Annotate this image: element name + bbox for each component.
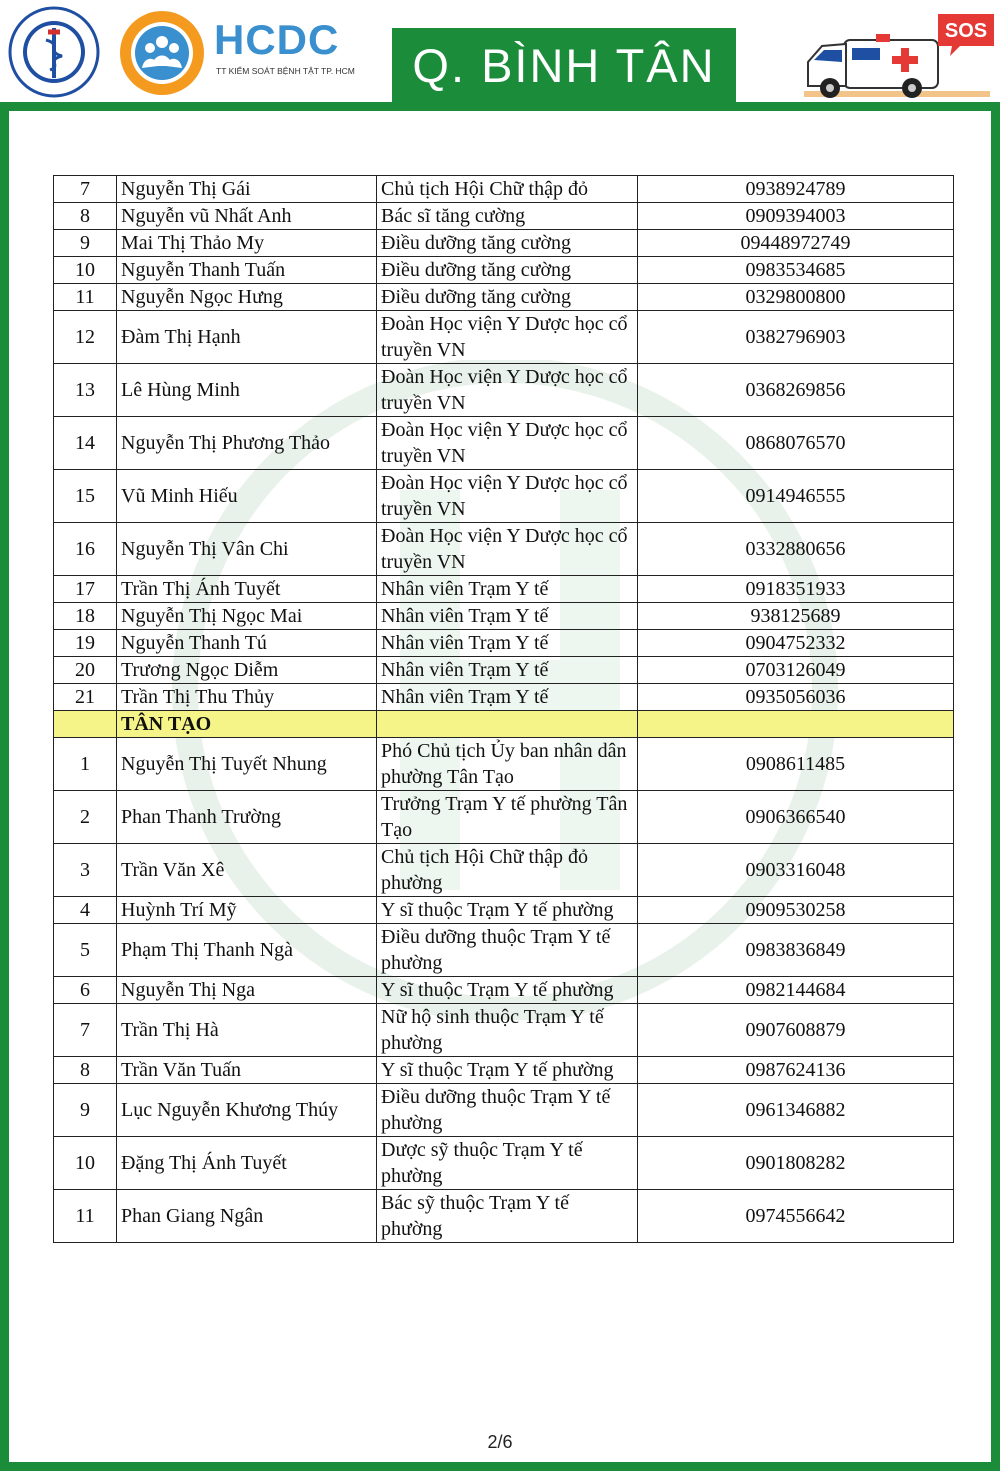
phone-number: 0909394003 [638,203,954,230]
person-role: Điều dưỡng thuộc Trạm Y tế phường [377,1084,638,1137]
row-number: 17 [54,576,117,603]
phone-number: 0368269856 [638,364,954,417]
person-name: Nguyễn Thị Nga [117,977,377,1004]
person-name: Nguyễn Thị Gái [117,176,377,203]
person-name: Trần Thị Hà [117,1004,377,1057]
person-role: Nhân viên Trạm Y tế [377,603,638,630]
table-row [54,284,954,311]
table-row [54,203,954,230]
person-role: Y sĩ thuộc Trạm Y tế phường [377,977,638,1004]
ministry-of-health-logo [8,6,100,98]
person-role: Đoàn Học viện Y Dược học cổ truyền VN [377,364,638,417]
table-row [54,1004,954,1057]
row-number: 9 [54,1084,117,1137]
table-row [54,1084,954,1137]
phone-number: 0908611485 [638,738,954,791]
row-number: 7 [54,176,117,203]
table-row [54,523,954,576]
row-number: 10 [54,1137,117,1190]
phone-number: 0907608879 [638,1004,954,1057]
phone-number: 0904752332 [638,630,954,657]
person-name: Nguyễn Thị Ngọc Mai [117,603,377,630]
person-name: Phan Thanh Trường [117,791,377,844]
page-number: 2/6 [487,1432,513,1452]
person-role: Nữ hộ sinh thuộc Trạm Y tế phường [377,1004,638,1057]
row-number: 13 [54,364,117,417]
row-number: 19 [54,630,117,657]
phone-number: 0329800800 [638,284,954,311]
phone-number: 0935056036 [638,684,954,711]
person-name: Nguyễn vũ Nhất Anh [117,203,377,230]
phone-number: 0868076570 [638,417,954,470]
table-row [54,844,954,897]
phone-number: 0382796903 [638,311,954,364]
table-row [54,977,954,1004]
phone-number: 0703126049 [638,657,954,684]
phone-number: 0982144684 [638,977,954,1004]
table-row [54,311,954,364]
person-name: Đàm Thị Hạnh [117,311,377,364]
table-row [54,257,954,284]
row-number: 11 [54,1190,117,1243]
section-title: TÂN TẠO [117,711,377,738]
person-name: Nguyễn Thanh Tú [117,630,377,657]
row-number: 5 [54,924,117,977]
phone-number: 0914946555 [638,470,954,523]
person-role: Điều dưỡng tăng cường [377,230,638,257]
table-row [54,1057,954,1084]
table-row [54,897,954,924]
person-name: Mai Thị Thảo My [117,230,377,257]
person-name: Phan Giang Ngân [117,1190,377,1243]
person-role: Chủ tịch Hội Chữ thập đỏ [377,176,638,203]
table-row [54,630,954,657]
person-role: Nhân viên Trạm Y tế [377,684,638,711]
phone-number: 0983836849 [638,924,954,977]
page-header [0,0,1000,106]
person-role: Điều dưỡng tăng cường [377,284,638,311]
row-number: 6 [54,977,117,1004]
table-row [54,364,954,417]
person-role: Dược sỹ thuộc Trạm Y tế phường [377,1137,638,1190]
table-row [54,738,954,791]
table-row [54,230,954,257]
person-name: Đặng Thị Ánh Tuyết [117,1137,377,1190]
person-name: Nguyễn Thanh Tuấn [117,257,377,284]
person-role: Chủ tịch Hội Chữ thập đỏ phường [377,844,638,897]
person-role: Y sĩ thuộc Trạm Y tế phường [377,1057,638,1084]
row-number: 18 [54,603,117,630]
phone-number: 0974556642 [638,1190,954,1243]
sos-label: SOS [944,20,988,42]
person-name: Trần Văn Xê [117,844,377,897]
person-role: Điều dưỡng thuộc Trạm Y tế phường [377,924,638,977]
row-number: 20 [54,657,117,684]
row-number: 15 [54,470,117,523]
person-name: Nguyễn Thị Tuyết Nhung [117,738,377,791]
row-number: 10 [54,257,117,284]
person-name: Nguyễn Thị Phương Thảo [117,417,377,470]
row-number: 12 [54,311,117,364]
table-row [54,684,954,711]
row-number: 21 [54,684,117,711]
hcdc-logo [116,8,208,98]
person-name: Trần Thị Thu Thủy [117,684,377,711]
table-row [54,1190,954,1243]
person-name: Phạm Thị Thanh Ngà [117,924,377,977]
person-role: Trưởng Trạm Y tế phường Tân Tạo [377,791,638,844]
person-role: Bác sỹ thuộc Trạm Y tế phường [377,1190,638,1243]
section-role-cell [377,711,638,738]
person-name: Nguyễn Thị Vân Chi [117,523,377,576]
person-name: Lê Hùng Minh [117,364,377,417]
phone-number: 0903316048 [638,844,954,897]
row-number: 14 [54,417,117,470]
person-role: Nhân viên Trạm Y tế [377,630,638,657]
contact-table [53,175,954,1243]
table-row [54,176,954,203]
person-name: Trần Thị Ánh Tuyết [117,576,377,603]
phone-number: 0918351933 [638,576,954,603]
person-role: Đoàn Học viện Y Dược học cổ truyền VN [377,523,638,576]
row-number: 1 [54,738,117,791]
person-role: Y sĩ thuộc Trạm Y tế phường [377,897,638,924]
table-row [54,657,954,684]
person-role: Phó Chủ tịch Ủy ban nhân dân phường Tân Tạo [377,738,638,791]
section-header-row [54,711,954,738]
person-role: Đoàn Học viện Y Dược học cổ truyền VN [377,470,638,523]
person-role: Đoàn Học viện Y Dược học cổ truyền VN [377,311,638,364]
person-name: Trương Ngọc Diễm [117,657,377,684]
org-name: HCDC [214,16,340,63]
person-name: Huỳnh Trí Mỹ [117,897,377,924]
phone-number: 0961346882 [638,1084,954,1137]
table-row [54,417,954,470]
person-name: Trần Văn Tuấn [117,1057,377,1084]
phone-number: 0332880656 [638,523,954,576]
phone-number: 0901808282 [638,1137,954,1190]
phone-number: 0987624136 [638,1057,954,1084]
phone-number: 0983534685 [638,257,954,284]
phone-number: 09448972749 [638,230,954,257]
row-number: 8 [54,1057,117,1084]
person-name: Nguyễn Ngọc Hưng [117,284,377,311]
row-number: 16 [54,523,117,576]
person-role: Nhân viên Trạm Y tế [377,657,638,684]
person-role: Bác sĩ tăng cường [377,203,638,230]
person-role: Nhân viên Trạm Y tế [377,576,638,603]
table-row [54,791,954,844]
table-row [54,603,954,630]
row-number: 9 [54,230,117,257]
table-row [54,470,954,523]
table-row [54,924,954,977]
row-number: 4 [54,897,117,924]
row-number: 3 [54,844,117,897]
person-role: Điều dưỡng tăng cường [377,257,638,284]
phone-number: 938125689 [638,603,954,630]
person-name: Lục Nguyễn Khương Thúy [117,1084,377,1137]
person-name: Vũ Minh Hiếu [117,470,377,523]
row-number: 8 [54,203,117,230]
table-row [54,576,954,603]
row-number: 11 [54,284,117,311]
table-row [54,1137,954,1190]
ambulance-icon [800,6,996,102]
phone-number: 0938924789 [638,176,954,203]
phone-number: 0909530258 [638,897,954,924]
org-subtitle: TT KIỂM SOÁT BỆNH TẬT TP. HCM [216,66,355,76]
row-number: 7 [54,1004,117,1057]
person-role: Đoàn Học viện Y Dược học cổ truyền VN [377,417,638,470]
section-number-cell [54,711,117,738]
district-title: Q. BÌNH TÂN [392,28,736,102]
section-phone-cell [638,711,954,738]
row-number: 2 [54,791,117,844]
phone-number: 0906366540 [638,791,954,844]
